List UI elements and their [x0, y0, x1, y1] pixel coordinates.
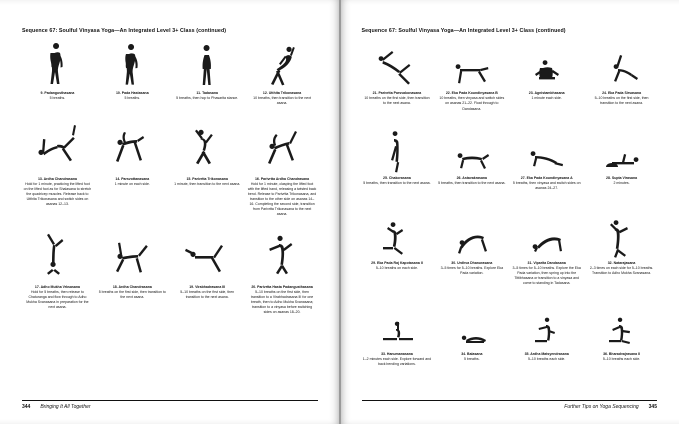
pose-caption-24	[586, 91, 657, 106]
right-page	[340, 0, 679, 424]
pose-name-36: Bharadvajrasana II	[608, 352, 641, 357]
book-gutter	[339, 0, 341, 424]
pose-instr-18: 5 breaths on the first side, then transition to the next asana.	[98, 290, 166, 300]
pose-name-11: Tadasana	[202, 91, 218, 96]
pose-num-33: 33.	[381, 352, 387, 357]
pose-instr-20: 5–10 breaths on the first side, then transition to a Virabhadrasana III for one breath, then to Adho Mukha Svanasana; transition to a vinyasa before switching sides on asanas 18–20.	[250, 290, 314, 315]
pose-instr-16: Hold for 1 minute, clasping the lifted foot with the lifted hand, releasing a twisted back bend. Release to Parivrtta Trikonasana, and transition to the other side on asanas 14–16. Completing the second side, transition from Parivrtta Trikonasana to the next asana.	[247, 181, 317, 216]
pose-caption-34	[460, 352, 483, 362]
pose-caption-17	[22, 285, 93, 310]
pose-name-23: Agnistambhasana	[534, 91, 565, 96]
pose-figure-24	[586, 43, 657, 89]
pose-figure-34	[436, 310, 507, 350]
right-pose-grid-row3	[362, 213, 658, 292]
pose-cell-29	[362, 213, 433, 292]
pose-cell-17	[22, 227, 93, 321]
pose-num-26: 26.	[456, 175, 463, 180]
pose-figure-20	[247, 227, 318, 283]
pose-num-9: 9.	[40, 91, 45, 96]
pose-num-27: 27.	[520, 175, 527, 180]
pose-figure-29	[362, 213, 433, 259]
pose-caption-26	[437, 176, 506, 186]
pose-instr-34: 5 breaths.	[464, 357, 480, 362]
pose-cell-21	[362, 43, 433, 117]
pose-figure-11	[172, 43, 243, 89]
pose-name-16: Parivrtta Ardha Chandrasana	[260, 176, 310, 181]
pose-caption-36	[602, 352, 641, 362]
pose-num-23: 23.	[528, 91, 535, 96]
right-footer-text: Further Tips on Yoga Sequencing	[564, 404, 639, 410]
pose-cell-19	[172, 227, 243, 321]
pose-cell-26	[436, 128, 507, 197]
pose-caption-11	[175, 91, 239, 101]
pose-instr-15: 1 minute, then transition to the next asana.	[174, 181, 241, 186]
pose-cell-13	[22, 119, 93, 224]
pose-figure-36	[586, 310, 657, 350]
pose-instr-25: 5 breaths, then transition to the next asana.	[363, 180, 431, 185]
pose-num-12: 12.	[262, 91, 269, 96]
pose-cell-24	[586, 43, 657, 117]
pose-caption-18	[97, 285, 168, 300]
pose-name-28: Supta Virasana	[611, 175, 638, 180]
pose-name-20: Parivrtta Hasta Padangusthasana	[257, 285, 313, 290]
pose-name-12: Utthita Trikonasana	[268, 91, 302, 96]
pose-caption-21	[362, 91, 433, 106]
pose-name-32: Natarajasana	[613, 260, 636, 265]
pose-cell-31	[511, 213, 582, 292]
pose-caption-15	[173, 177, 241, 187]
pose-name-25: Chakorasana	[388, 175, 411, 180]
pose-figure-15	[172, 119, 243, 175]
pose-figure-16	[247, 119, 318, 175]
pose-caption-25	[362, 176, 431, 186]
pose-num-29: 29.	[371, 260, 377, 265]
pose-figure-32	[586, 213, 657, 259]
pose-cell-36	[586, 310, 657, 373]
pose-caption-28	[605, 176, 638, 186]
pose-instr-13: Hold for 1 minute, practicing the lifted foot on the lifted foot as for Shalasana to stretch the quadricep muscles. Release back to Utthita Trikonasana and switch sides on asanas 12–13.	[23, 181, 92, 206]
pose-caption-32	[586, 261, 657, 276]
pose-num-24: 24.	[602, 91, 608, 96]
pose-num-32: 32.	[607, 260, 614, 265]
pose-num-15: 15.	[186, 176, 193, 181]
pose-cell-14	[97, 119, 168, 224]
pose-figure-25	[362, 128, 433, 174]
pose-cell-25	[362, 128, 433, 197]
left-page-number: 344	[22, 404, 31, 410]
pose-cell-22	[436, 43, 507, 117]
pose-instr-33: 1–2 minutes each side. Explore forward and back bending variations.	[362, 357, 432, 367]
pose-name-30: Urdhva Dhanurasana	[457, 260, 493, 265]
pose-num-20: 20.	[251, 285, 258, 290]
pose-caption-13	[22, 177, 93, 207]
pose-instr-17: Hold for 5 breaths, then release to Chaturanga and flow through to Adho Mukha Svanasana in preparation for the next asana.	[26, 290, 89, 310]
pose-figure-31	[511, 213, 582, 259]
pose-name-31: Viparita Dandasana	[533, 260, 566, 265]
pose-name-27: Eka Pada Koundinyasana A	[526, 175, 573, 180]
pose-name-14: Parsvottanasana	[121, 176, 150, 181]
left-running-head: Sequence 67: Soulful Vinyasa Yoga—An Integrated Level 3+ Class (continued)	[22, 28, 227, 34]
pose-cell-33	[362, 310, 433, 373]
pose-caption-30	[436, 261, 507, 276]
pose-num-16: 16.	[254, 176, 261, 181]
pose-figure-9	[22, 43, 93, 89]
pose-instr-35: 5–10 breaths each side.	[527, 357, 566, 362]
pose-num-17: 17.	[34, 285, 41, 290]
pose-figure-28	[586, 128, 657, 174]
pose-figure-21	[362, 43, 433, 89]
pose-name-35: Ardha Matsyendrasana	[530, 352, 569, 357]
pose-cell-23	[511, 43, 582, 117]
pose-num-36: 36.	[603, 352, 609, 357]
pose-caption-10	[115, 91, 150, 101]
pose-cell-34	[436, 310, 507, 373]
pose-name-22: Eka Pada Koundinyasana B	[451, 91, 498, 96]
pose-caption-9	[40, 91, 76, 101]
pose-instr-19: 5–10 breaths on the first side, then transition to the next asana.	[180, 290, 235, 300]
pose-num-22: 22.	[445, 91, 452, 96]
pose-cell-35	[511, 310, 582, 373]
pose-instr-9: 5 breaths.	[49, 96, 66, 101]
pose-instr-10: 5 breaths.	[124, 96, 141, 101]
pose-name-17: Adho Mukha Vrksasana	[40, 285, 80, 290]
pose-caption-29	[370, 261, 424, 271]
pose-cell-32	[586, 213, 657, 292]
pose-figure-35	[511, 310, 582, 350]
pose-instr-24: 5–10 breaths on the first side, then transition to the next asana.	[594, 96, 649, 106]
pose-caption-19	[172, 285, 243, 300]
pose-instr-30: 3–5 times for 5–10 breaths. Explore Eka Pada variation.	[440, 265, 504, 275]
left-pose-grid-row2	[22, 119, 318, 224]
left-pose-grid-row1	[22, 43, 318, 112]
pose-instr-31: 3–5 times for 5–10 breaths. Explore the Eka Pada variation, then spring up into the Tittibhasana or transition to a vinyasa and come to standing in Tadasana.	[512, 265, 581, 286]
pose-num-25: 25.	[383, 175, 389, 180]
pose-cell-12	[247, 43, 318, 112]
pose-figure-23	[511, 43, 582, 89]
pose-caption-35	[524, 352, 570, 362]
right-pose-grid-row1	[362, 43, 658, 117]
right-running-head: Sequence 67: Soulful Vinyasa Yoga—An Integrated Level 3+ Class (continued)	[361, 28, 566, 34]
pose-figure-10	[97, 43, 168, 89]
pose-instr-12: 10 breaths, then transition to the next asana.	[253, 96, 311, 106]
pose-num-34: 34.	[461, 352, 468, 357]
pose-name-34: Balasana	[467, 352, 483, 357]
pose-num-28: 28.	[606, 175, 612, 180]
pose-num-10: 10.	[115, 91, 122, 96]
pose-figure-30	[436, 213, 507, 259]
pose-instr-11: 5 breaths, then hop to Phasarita stance.	[176, 96, 239, 101]
pose-instr-27: 5 breaths, then vinyasa and switch sides on asanas 24–27.	[512, 180, 581, 190]
pose-instr-26: 5 breaths, then transition to the next asana.	[438, 180, 506, 185]
pose-instr-36: 5–10 breaths each side.	[602, 357, 641, 362]
pose-num-11: 11.	[196, 91, 203, 96]
pose-figure-27	[511, 128, 582, 174]
pose-instr-23: 1 minute each side.	[531, 96, 562, 101]
pose-instr-14: 1 minute on each side.	[114, 181, 150, 186]
pose-num-30: 30.	[451, 260, 458, 265]
pose-num-18: 18.	[112, 285, 119, 290]
pose-name-21: Parivrtta Parsvakonasana	[378, 91, 422, 96]
pose-caption-22	[436, 91, 507, 111]
pose-figure-14	[97, 119, 168, 175]
pose-name-26: Astavakrasana	[462, 175, 488, 180]
pose-caption-16	[247, 177, 318, 218]
right-pose-grid-row4	[362, 310, 658, 373]
pose-cell-16	[247, 119, 318, 224]
pose-cell-30	[436, 213, 507, 292]
pose-cell-11	[172, 43, 243, 112]
pose-caption-33	[362, 352, 433, 367]
pose-figure-13	[22, 119, 93, 175]
left-pose-grid-row3	[22, 227, 318, 321]
pose-instr-29: 5–10 breaths on each side.	[375, 265, 419, 270]
right-pose-grid-row2	[362, 128, 658, 197]
pose-caption-23	[528, 91, 566, 101]
pose-caption-12	[247, 91, 318, 106]
pose-instr-32: 2–3 times on each side for 5–10 breaths. Transition to Adho Mukha Svanasana.	[589, 265, 654, 275]
pose-num-35: 35.	[524, 352, 531, 357]
pose-name-9: Padangusthasana	[44, 91, 75, 96]
pose-num-14: 14.	[115, 176, 122, 181]
pose-figure-19	[172, 227, 243, 283]
pose-instr-22: 10 breaths, then vinyasa and switch sides on asanas 21–22. Float through to Dandasana.	[439, 96, 505, 111]
pose-num-21: 21.	[372, 91, 379, 96]
pose-instr-21: 10 breaths on the first side, then transition to the next asana.	[364, 96, 430, 106]
pose-instr-28: 2 minutes.	[613, 180, 630, 185]
right-page-number: 345	[648, 404, 657, 410]
pose-name-19: Virabhadrasana III	[195, 285, 226, 290]
pose-name-33: Hanumanasana	[386, 352, 413, 357]
pose-cell-27	[511, 128, 582, 197]
pose-figure-17	[22, 227, 93, 283]
pose-name-13: Ardha Chandrasana	[43, 176, 77, 181]
pose-cell-9	[22, 43, 93, 112]
pose-figure-22	[436, 43, 507, 89]
pose-caption-27	[511, 176, 582, 191]
right-page-footer	[362, 400, 658, 411]
pose-cell-10	[97, 43, 168, 112]
pose-name-10: Pada Hastasana	[121, 91, 149, 96]
pose-figure-26	[436, 128, 507, 174]
pose-cell-15	[172, 119, 243, 224]
pose-num-19: 19.	[189, 285, 196, 290]
pose-caption-14	[114, 177, 151, 187]
pose-cell-18	[97, 227, 168, 321]
pose-num-13: 13.	[37, 176, 44, 181]
pose-name-29: Eka Pada Raj Kapotasana II	[377, 260, 423, 265]
left-footer-text: Bringing It All Together	[40, 404, 91, 410]
pose-caption-20	[247, 285, 318, 315]
pose-caption-31	[511, 261, 582, 286]
pose-num-31: 31.	[527, 260, 534, 265]
pose-name-24: Eka Pada Sirsasana	[607, 91, 642, 96]
left-page-footer	[22, 400, 318, 411]
pose-name-15: Parivrtta Trikonasana	[192, 176, 228, 181]
pose-name-18: Ardha Chandrasana	[118, 285, 152, 290]
pose-cell-20	[247, 227, 318, 321]
pose-figure-18	[97, 227, 168, 283]
pose-figure-33	[362, 310, 433, 350]
pose-figure-12	[247, 43, 318, 89]
pose-cell-28	[586, 128, 657, 197]
